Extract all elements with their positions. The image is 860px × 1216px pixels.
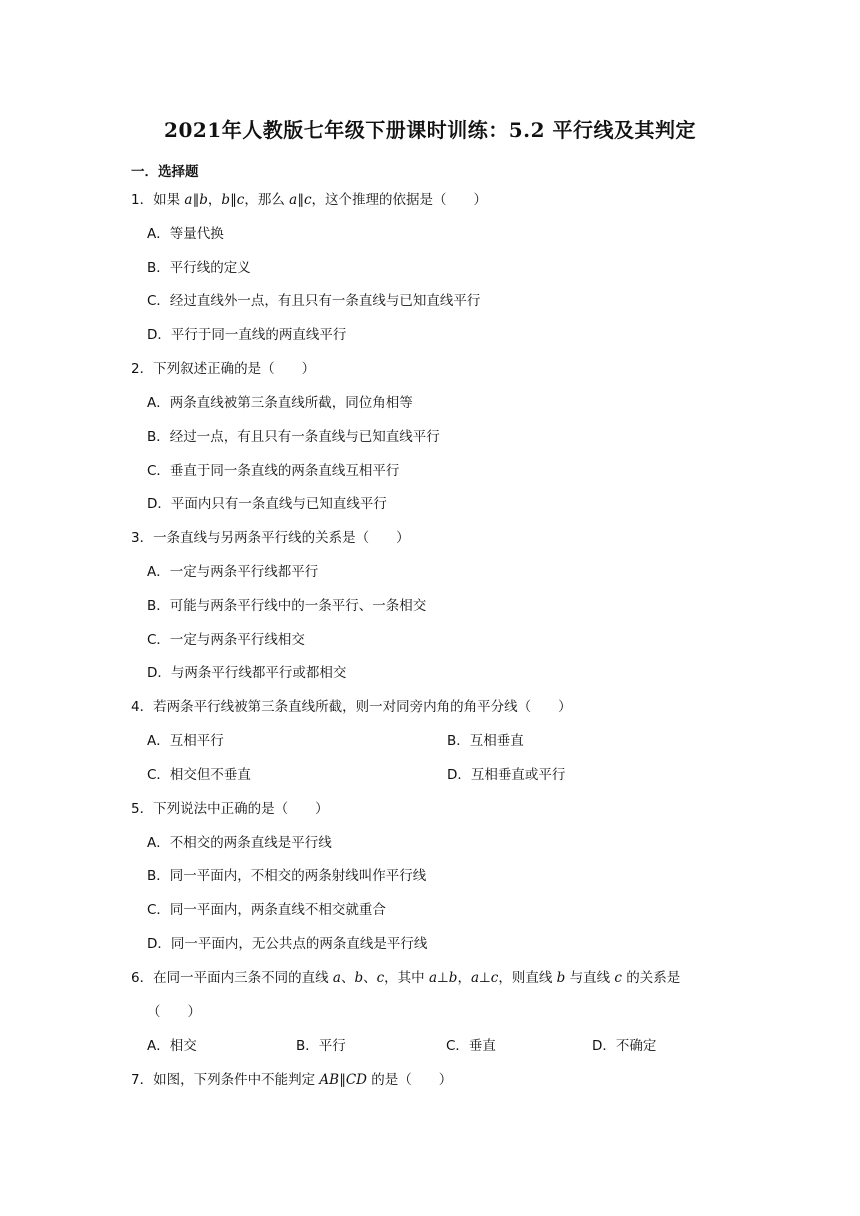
question-5-option-b[interactable]: B．同一平面内，不相交的两条射线叫作平行线 — [147, 868, 427, 884]
document-title: 2021年人教版七年级下册课时训练：5.2 平行线及其判定 — [164, 118, 696, 142]
question-2-option-b[interactable]: B．经过一点，有且只有一条直线与已知直线平行 — [147, 429, 440, 445]
question-4-stem: 4．若两条平行线被第三条直线所截，则一对同旁内角的角平分线（ ） — [131, 699, 572, 715]
question-2-option-c[interactable]: C．垂直于同一条直线的两条直线互相平行 — [147, 463, 400, 479]
question-5-option-a[interactable]: A．不相交的两条直线是平行线 — [147, 835, 332, 851]
question-1-option-b[interactable]: B．平行线的定义 — [147, 260, 251, 276]
question-5-option-c[interactable]: C．同一平面内，两条直线不相交就重合 — [147, 902, 386, 918]
question-6-answer-paren: （ ） — [147, 1004, 201, 1020]
question-6-stem: 6．在同一平面内三条不同的直线 a、b、c，其中 a⊥b，a⊥c，则直线 b 与直线 c 的关系是 — [131, 970, 681, 986]
question-3-option-b[interactable]: B．可能与两条平行线中的一条平行、一条相交 — [147, 598, 427, 614]
question-6-option-d[interactable]: D．不确定 — [592, 1038, 657, 1054]
question-3-option-d[interactable]: D．与两条平行线都平行或都相交 — [147, 665, 347, 681]
question-4-option-d[interactable]: D．互相垂直或平行 — [447, 767, 566, 783]
question-4-option-b[interactable]: B．互相垂直 — [447, 733, 524, 749]
question-1-option-c[interactable]: C．经过直线外一点，有且只有一条直线与已知直线平行 — [147, 293, 481, 309]
question-5-stem: 5．下列说法中正确的是（ ） — [131, 801, 329, 817]
question-2-stem: 2．下列叙述正确的是（ ） — [131, 361, 316, 377]
question-2-option-d[interactable]: D．平面内只有一条直线与已知直线平行 — [147, 496, 387, 512]
question-5-option-d[interactable]: D．同一平面内，无公共点的两条直线是平行线 — [147, 936, 428, 952]
question-6-option-b[interactable]: B．平行 — [296, 1038, 346, 1054]
question-4-option-a[interactable]: A．互相平行 — [147, 733, 224, 749]
question-6-option-c[interactable]: C．垂直 — [446, 1038, 496, 1054]
question-3-stem: 3．一条直线与另两条平行线的关系是（ ） — [131, 530, 410, 546]
question-3-option-a[interactable]: A．一定与两条平行线都平行 — [147, 564, 319, 580]
question-1-option-d[interactable]: D．平行于同一直线的两直线平行 — [147, 327, 347, 343]
question-1-stem: 1．如果 a∥b，b∥c，那么 a∥c，这个推理的依据是（ ） — [131, 192, 487, 208]
question-3-option-c[interactable]: C．一定与两条平行线相交 — [147, 632, 305, 648]
question-1-option-a[interactable]: A．等量代换 — [147, 226, 224, 242]
question-7-stem: 7．如图，下列条件中不能判定 AB∥CD 的是（ ） — [131, 1072, 453, 1088]
question-2-option-a[interactable]: A．两条直线被第三条直线所截，同位角相等 — [147, 395, 413, 411]
question-4-option-c[interactable]: C．相交但不垂直 — [147, 767, 251, 783]
section-heading: 一．选择题 — [131, 164, 199, 180]
question-6-option-a[interactable]: A．相交 — [147, 1038, 197, 1054]
